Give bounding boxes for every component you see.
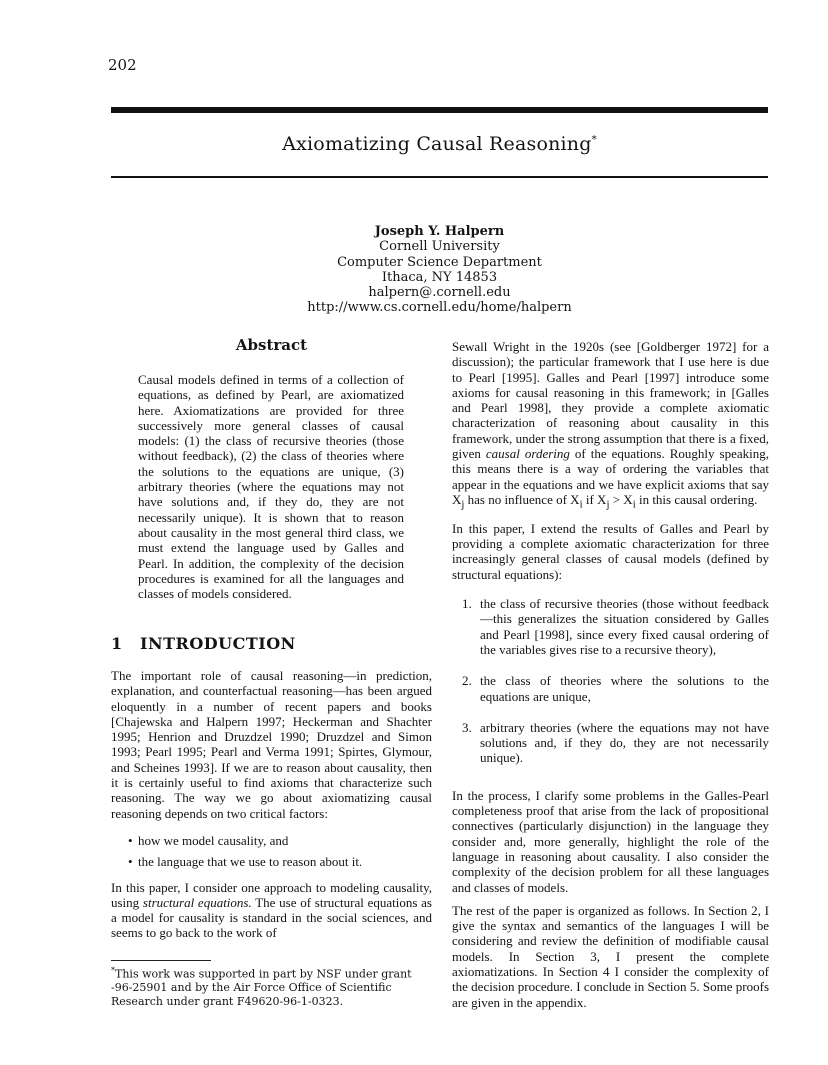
author-url: http://www.cs.cornell.edu/home/halpern — [307, 300, 572, 316]
list-item: • the language that we use to reason about it. — [128, 854, 363, 870]
title-footnote-marker: * — [591, 134, 597, 146]
list-item: 3. arbitrary theories (where the equations may not have solutions and, if they do, they are not necessarily unique). — [462, 719, 769, 766]
author-department: Computer Science Department — [337, 254, 542, 270]
list-item: 2. the class of theories where the solutions to the equations are unique, — [462, 673, 769, 704]
left-column-text — [111, 668, 432, 941]
section-heading — [111, 634, 296, 653]
intro-paragraph-4: In this paper, I extend the results of Galles and Pearl by providing a complete axiomatic characterization for three increasingly general classes of causal models (defined by structural equations): — [452, 520, 769, 582]
factors-list — [111, 833, 432, 870]
bullet-icon: • — [128, 832, 133, 848]
section-number: 1 — [111, 634, 123, 653]
footnote-marker: * — [111, 966, 115, 975]
title-text: Axiomatizing Causal Reasoning — [282, 133, 592, 155]
abstract-body: Causal models defined in terms of a collection of equations, as defined by Pearl, are axiomatized here. Axiomatizations are provided for three successively more general classes of causal models: (1) the class of recursive theories (those without feedback), (2) the class of theories where the solutions to the equations are unique, (3) arbitrary theories (where the equations may not have solutions and, if they do, they are not necessarily unique). It is shown that to reason about causality in the most general third class, we must extend the language used by Galles and Pearl. In addition, the complexity of the decision procedures is examined for all the languages and classes of models considered. — [138, 372, 404, 602]
intro-paragraph-5: In the process, I clarify some problems in the Galles-Pearl completeness proof that arise from the lack of propositional connectives (particularly disjunction) in the language they consider and, more generally, highlight the role of the language in reasoning about causality. I also consider the complexity of the decision problem for all these languages and classes of models. — [452, 787, 769, 895]
author-location: Ithaca, NY 14853 — [381, 269, 498, 285]
footnote-text: This work was supported in part by NSF under grant -96-25901 and by the Air Force Office of Scientific Research under grant F49620-96-1-0323. — [111, 967, 412, 1008]
intro-paragraph-1: The important role of causal reasoning—in prediction, explanation, and counterfactual reasoning—has been argued eloquently in a number of recent papers and books [Chajewska and Halpern 1997; Heckerman and Shachter 1995; Henrion and Druzdzel 1990; Druzdzel and Simon 1993; Pearl 1995; Pearl and Verma 1991; Spirtes, Glymour, and Scheines 1993]. If we are to reason about causality, then it is certainly useful to find axioms that characterize such reasoning. The way we go about axiomatizing causal reasoning depends on two critical factors: — [111, 668, 432, 821]
author-affiliation: Cornell University — [379, 239, 500, 255]
list-item: 1. the class of recursive theories (those without feedback—this generalizes the situation considered by Galles and Pearl [1998], since every fixed causal ordering of the variables gives rise to a recursive theory), — [462, 596, 769, 657]
section-title: INTRODUCTION — [140, 634, 296, 653]
paper-title — [111, 133, 768, 155]
author-name: Joseph Y. Halpern — [374, 224, 505, 239]
abstract-heading: Abstract — [235, 336, 308, 354]
intro-paragraph-6: The rest of the paper is organized as follows. In Section 2, I give the syntax and semantics of the languages I will be considering and review the definition of modifiable causal models. In Section 3, I present the complete axiomatizations. In Section 4 I consider the complexity of the decision procedure. I conclude in Section 5. Some proofs are given in the appendix. — [452, 902, 769, 1010]
footnote — [111, 964, 432, 1008]
header-rule — [111, 107, 768, 113]
intro-paragraph-2: In this paper, I consider one approach to modeling causality, using structural equations. The use of structural equations as a model for causality is standard in the social sciences, and seems to go back to the work of — [111, 879, 432, 941]
author-block — [111, 224, 768, 316]
footnote-rule — [111, 960, 211, 961]
page-number: 202 — [108, 56, 137, 74]
intro-paragraph-3: Sewall Wright in the 1920s (see [Goldberger 1972] for a discussion); the particular framework that I use here is due to Pearl [1995]. Galles and Pearl [1997] introduce some axioms for causal reasoning in this framework; in [Galles and Pearl 1998], they provide a complete axiomatic characterization of reasoning about causality in this framework, under the strong assumption that there is a fixed, given causal ordering of the equations. Roughly speaking, this means there is a way of ordering the variables that appear in the equations and we have explicit axioms that say $X_j$ has no influence of $X_i$ if $X_j > X_i$ in this causal ordering. — [452, 339, 769, 511]
right-column-text — [452, 339, 769, 1010]
title-rule — [111, 176, 768, 178]
list-item: • how we model causality, and — [128, 832, 289, 848]
model-classes-list — [452, 596, 769, 766]
author-email: halpern@.cornell.edu — [368, 285, 511, 301]
bullet-icon: • — [128, 854, 133, 870]
